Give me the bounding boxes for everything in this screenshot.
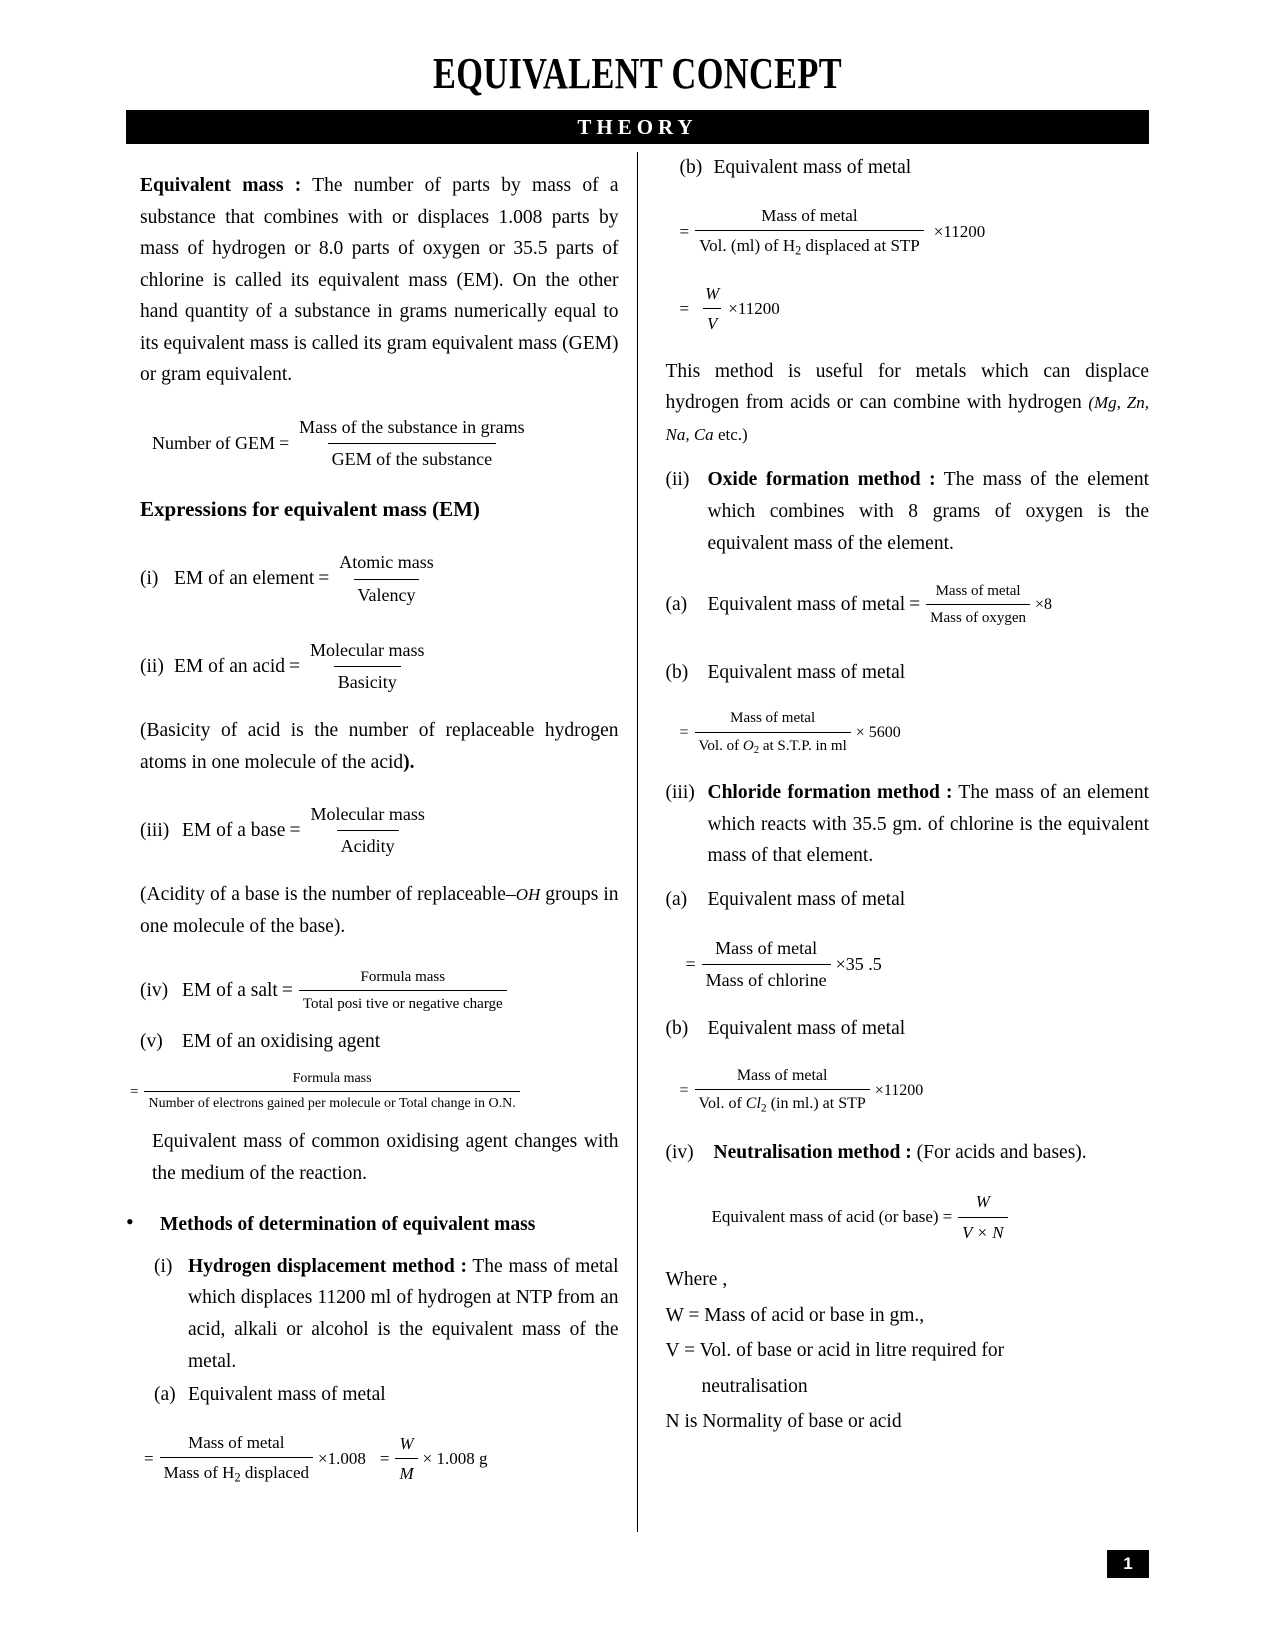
- chloride-a-formula: [666, 934, 1150, 995]
- metal-b-1-marker: (b): [679, 157, 703, 178]
- metal-b-1-fraction: [695, 202, 924, 262]
- metal-b-1-numerator: Mass of metal: [761, 205, 858, 225]
- oxide-a-equals: =: [909, 594, 921, 616]
- expr-i-marker: (i): [140, 568, 159, 590]
- acidity-note-text-1: (Acidity of a base is the number of replaceable–: [140, 884, 516, 906]
- oxide-b-denominator: [695, 732, 851, 760]
- expr-ii-marker: (ii): [140, 655, 164, 677]
- expr-v-formula: [126, 1068, 619, 1116]
- expr-iii-equals: =: [289, 820, 301, 842]
- useful-note-elements: (Mg, Zn, Na, Ca: [665, 393, 1150, 444]
- expr-iv-equals: =: [281, 979, 293, 1001]
- oxide-b-numerator: Mass of metal: [730, 710, 816, 727]
- gem-formula: [126, 413, 619, 474]
- oxide-b-label: Equivalent mass of metal: [707, 661, 906, 683]
- expr-ii-row: [126, 636, 619, 697]
- method-iv-marker: (iv): [665, 1141, 694, 1163]
- expr-iii-fraction: [306, 800, 428, 861]
- method-i-row: [126, 1251, 619, 1377]
- metal-b-1-tail: ×11200: [933, 221, 986, 241]
- expr-ii-equals: =: [289, 655, 301, 677]
- metal-b-2-denominator: V: [703, 308, 721, 338]
- neutralisation-fraction: [958, 1188, 1007, 1246]
- basicity-note-tail: ).: [403, 751, 415, 773]
- den1-pre: Mass of H: [163, 1463, 235, 1483]
- cb-den-sub: 2: [760, 1102, 767, 1115]
- expr-iii-row: [126, 800, 619, 861]
- method-iii-row: [666, 777, 1150, 872]
- expr-v-equals: =: [130, 1083, 139, 1100]
- expr-iv-row: [126, 965, 619, 1017]
- expr-i-row: [126, 548, 619, 609]
- useful-note-text: This method is useful for metals which can displace hydrogen from acids or can combine with hydrogen: [665, 360, 1149, 414]
- method-i-a-equals-2: =: [379, 1449, 390, 1468]
- expr-i-denominator: Valency: [354, 579, 420, 610]
- bullet-icon: •: [126, 1209, 134, 1235]
- chloride-b-fraction: [695, 1063, 870, 1119]
- ob-den-post: at S.T.P. in ml: [759, 737, 847, 754]
- oxide-a-fraction: [926, 579, 1030, 631]
- method-ii-text: The mass of the element which combines with 8 grams of oxygen is the equivalent mass of the element.: [707, 469, 1150, 554]
- acidity-note-text-2: groups in one molecule of the base).: [140, 884, 619, 938]
- chloride-b-label: Equivalent mass of metal: [707, 1017, 906, 1039]
- where-n: N is Normality of base or acid: [665, 1411, 902, 1433]
- neutralisation-denominator: V × N: [958, 1217, 1007, 1247]
- method-iii-content: [708, 777, 1150, 872]
- chloride-b-equals: =: [679, 1081, 689, 1099]
- expr-iv-label: EM of a salt: [182, 979, 278, 1001]
- page-number-badge: [1107, 1550, 1149, 1578]
- metal-b-1-equals: =: [679, 221, 690, 241]
- where-v: V = Vol. of base or acid in litre required for: [665, 1340, 1005, 1362]
- neutralisation-formula: [666, 1188, 1150, 1246]
- useful-note-etc: etc.): [713, 424, 748, 444]
- expr-v-fraction: [144, 1068, 519, 1116]
- chloride-b-marker: (b): [665, 1017, 689, 1039]
- method-iii-text: The mass of an element which reacts with 35.5 gm. of chlorine is the equivalent mass of that element.: [707, 782, 1149, 867]
- methods-heading-row: [126, 1209, 619, 1241]
- metal-b-1-denominator: [695, 230, 924, 261]
- expr-iii-denominator: Acidity: [337, 830, 399, 861]
- method-i-a-tail-1: ×1.008: [318, 1449, 366, 1468]
- gem-numerator: Mass of the substance in grams: [299, 417, 525, 438]
- neutralisation-equals: =: [942, 1207, 953, 1227]
- method-i-a-fraction-2: [395, 1430, 417, 1488]
- oxide-a-row: [666, 579, 1150, 631]
- expr-iv-fraction: [299, 965, 507, 1017]
- equivalent-mass-label: Equivalent mass :: [140, 175, 302, 196]
- mb1-den-pre: Vol. (ml) of H: [699, 236, 796, 256]
- page-number: 1: [1123, 1554, 1133, 1573]
- page-title: EQUIVALENT CONCEPT: [432, 49, 843, 98]
- method-i-a-row: [126, 1379, 619, 1411]
- method-i-a-equals-1: =: [144, 1449, 154, 1468]
- ob-den-italic: O: [742, 737, 754, 754]
- expr-ii-label: EM of an acid: [174, 655, 286, 677]
- neutralisation-lhs: Equivalent mass of acid (or base): [711, 1207, 939, 1227]
- mb1-den-post: displaced at STP: [801, 236, 920, 256]
- expr-v-numerator: Formula mass: [292, 1070, 372, 1086]
- expr-iv-marker: (iv): [140, 979, 169, 1001]
- method-i-text: The mass of metal which displaces 11200 ml of hydrogen at NTP from an acid, alkali or alcohol is the equivalent mass of the metal.: [188, 1255, 619, 1372]
- expr-v-marker: (v): [140, 1031, 163, 1053]
- expr-v-label: EM of an oxidising agent: [182, 1031, 381, 1053]
- theory-banner: [126, 110, 1149, 144]
- expr-i-numerator: Atomic mass: [339, 552, 434, 573]
- method-i-a-numerator-1: Mass of metal: [188, 1432, 285, 1452]
- metal-b-2-numerator: W: [705, 283, 720, 303]
- metal-b-1-formula-2: [666, 280, 1150, 338]
- den1-sub: 2: [234, 1470, 241, 1485]
- method-iii-label: Chloride formation method :: [707, 782, 953, 804]
- ob-den-pre: Vol. of: [698, 737, 743, 754]
- chloride-b-tail: ×11200: [874, 1081, 924, 1099]
- oxide-b-formula: [666, 706, 1150, 759]
- metal-b-1-formula: [666, 202, 1150, 262]
- metal-b-2-equals: =: [679, 298, 690, 318]
- oxide-b-equals: =: [679, 723, 689, 741]
- oxide-a-tail: ×8: [1035, 595, 1053, 613]
- left-column: [126, 152, 638, 1532]
- expr-ii-denominator: Basicity: [334, 666, 401, 697]
- chloride-a-numerator: Mass of metal: [715, 937, 818, 958]
- expr-v-denominator: Number of electrons gained per molecule or Total change in O.N.: [144, 1091, 519, 1116]
- expressions-heading: Expressions for equivalent mass (EM): [140, 497, 480, 522]
- expr-v-row: [126, 1026, 619, 1058]
- right-column: [638, 152, 1150, 1532]
- gem-fraction: [295, 413, 528, 474]
- cb-den-italic: Cl: [745, 1095, 761, 1113]
- oxide-a-label: Equivalent mass of metal: [707, 594, 906, 616]
- method-i-a-denominator-2: M: [395, 1458, 417, 1488]
- useful-note: [666, 356, 1150, 451]
- method-i-label: Hydrogen displacement method :: [188, 1255, 468, 1277]
- ob-den-sub: 2: [753, 743, 760, 756]
- cb-den-post: (in ml.) at STP: [766, 1095, 866, 1113]
- methods-heading: Methods of determination of equivalent mass: [160, 1214, 536, 1236]
- method-i-content: [188, 1251, 619, 1377]
- theory-banner-label: THEORY: [577, 114, 698, 139]
- oxide-a-numerator: Mass of metal: [935, 583, 1021, 600]
- gem-denominator: GEM of the substance: [328, 443, 496, 474]
- acidity-note: [126, 879, 619, 942]
- chloride-a-marker: (a): [665, 889, 688, 911]
- method-i-a-marker: (a): [154, 1384, 176, 1406]
- expr-i-fraction: [335, 548, 438, 609]
- method-iv-label: Neutralisation method :: [713, 1141, 912, 1163]
- method-i-marker: (i): [154, 1255, 173, 1277]
- chloride-a-fraction: [702, 934, 831, 995]
- expr-iii-marker: (iii): [140, 820, 170, 842]
- method-i-a-fraction-1: [160, 1429, 313, 1489]
- expr-ii-numerator: Molecular mass: [310, 639, 425, 660]
- expr-iv-numerator: Formula mass: [360, 968, 446, 985]
- expr-i-label: EM of an element: [174, 568, 315, 590]
- metal-b-1-row: [666, 152, 1150, 184]
- method-i-a-label: Equivalent mass of metal: [188, 1384, 386, 1406]
- expr-iv-denominator: Total posi tive or negative charge: [299, 990, 507, 1016]
- metal-b-2-fraction: [701, 280, 723, 338]
- gem-formula-equals: =: [278, 433, 290, 454]
- expr-iii-numerator: Molecular mass: [310, 804, 425, 825]
- metal-b-1-label: Equivalent mass of metal: [713, 157, 912, 178]
- where-w: W = Mass of acid or base in gm.,: [665, 1304, 925, 1326]
- method-iv-row: [666, 1137, 1150, 1169]
- chloride-a-label: Equivalent mass of metal: [707, 889, 906, 911]
- oxide-b-row: [666, 657, 1150, 689]
- expr-iii-label: EM of a base: [182, 820, 286, 842]
- expr-ii-fraction: [306, 636, 428, 697]
- chloride-b-numerator: Mass of metal: [736, 1066, 828, 1084]
- method-iii-marker: (iii): [665, 782, 695, 804]
- method-iv-text: (For acids and bases).: [911, 1141, 1087, 1163]
- oxidising-note: Equivalent mass of common oxidising agent changes with the medium of the reaction.: [152, 1131, 619, 1184]
- chloride-a-denominator: Mass of chlorine: [702, 964, 831, 995]
- cb-den-pre: Vol. of: [698, 1095, 746, 1113]
- oxide-a-denominator: Mass of oxygen: [926, 604, 1030, 630]
- oxide-b-fraction: [695, 706, 851, 759]
- method-ii-row: [666, 464, 1150, 559]
- basicity-note-text: (Basicity of acid is the number of replaceable hydrogen atoms in one molecule of the acid: [140, 720, 619, 773]
- neutralisation-numerator: W: [975, 1192, 990, 1212]
- where-label: Where ,: [665, 1269, 728, 1291]
- mb1-den-sub: 2: [795, 243, 802, 258]
- oxide-b-tail: × 5600: [855, 723, 901, 741]
- oxide-b-marker: (b): [665, 661, 689, 683]
- method-i-a-tail-2: × 1.008 g: [422, 1449, 488, 1468]
- two-column-body: [126, 152, 1149, 1532]
- method-ii-label: Oxide formation method :: [707, 469, 936, 491]
- method-iv-content: [714, 1137, 1150, 1169]
- equivalent-mass-paragraph: [126, 170, 619, 391]
- chloride-b-row: [666, 1013, 1150, 1045]
- chloride-b-formula: [666, 1063, 1150, 1119]
- gem-formula-lhs: Number of GEM: [152, 433, 275, 454]
- method-i-a-formula: [126, 1429, 619, 1489]
- basicity-note: [126, 715, 619, 778]
- method-ii-content: [708, 464, 1150, 559]
- method-i-a-denominator-1: [160, 1457, 313, 1488]
- chloride-a-equals: =: [685, 953, 696, 974]
- expr-i-equals: =: [318, 568, 330, 590]
- chloride-b-denominator: [695, 1089, 870, 1118]
- metal-b-2-tail: ×11200: [728, 298, 780, 318]
- oxide-a-marker: (a): [665, 594, 688, 616]
- acidity-note-oh: OH: [515, 885, 541, 905]
- equivalent-mass-text: The number of parts by mass of a substance that combines with or displaces 1.008 parts by mass of hydrogen or 8.0 parts of oxygen or 35.5 parts of chlorine is called its equivalent mass (EM). On the other hand quantity of a substance in grams numerically equal to its equivalent mass is called its gram equivalent mass (GEM) or gram equivalent.: [140, 175, 619, 386]
- chloride-a-tail: ×35 .5: [835, 953, 882, 974]
- method-i-a-numerator-2: W: [399, 1433, 414, 1453]
- method-ii-marker: (ii): [665, 469, 690, 491]
- den1-post: displaced: [240, 1463, 310, 1483]
- where-v-cont: neutralisation: [701, 1375, 808, 1397]
- chloride-a-row: [666, 884, 1150, 916]
